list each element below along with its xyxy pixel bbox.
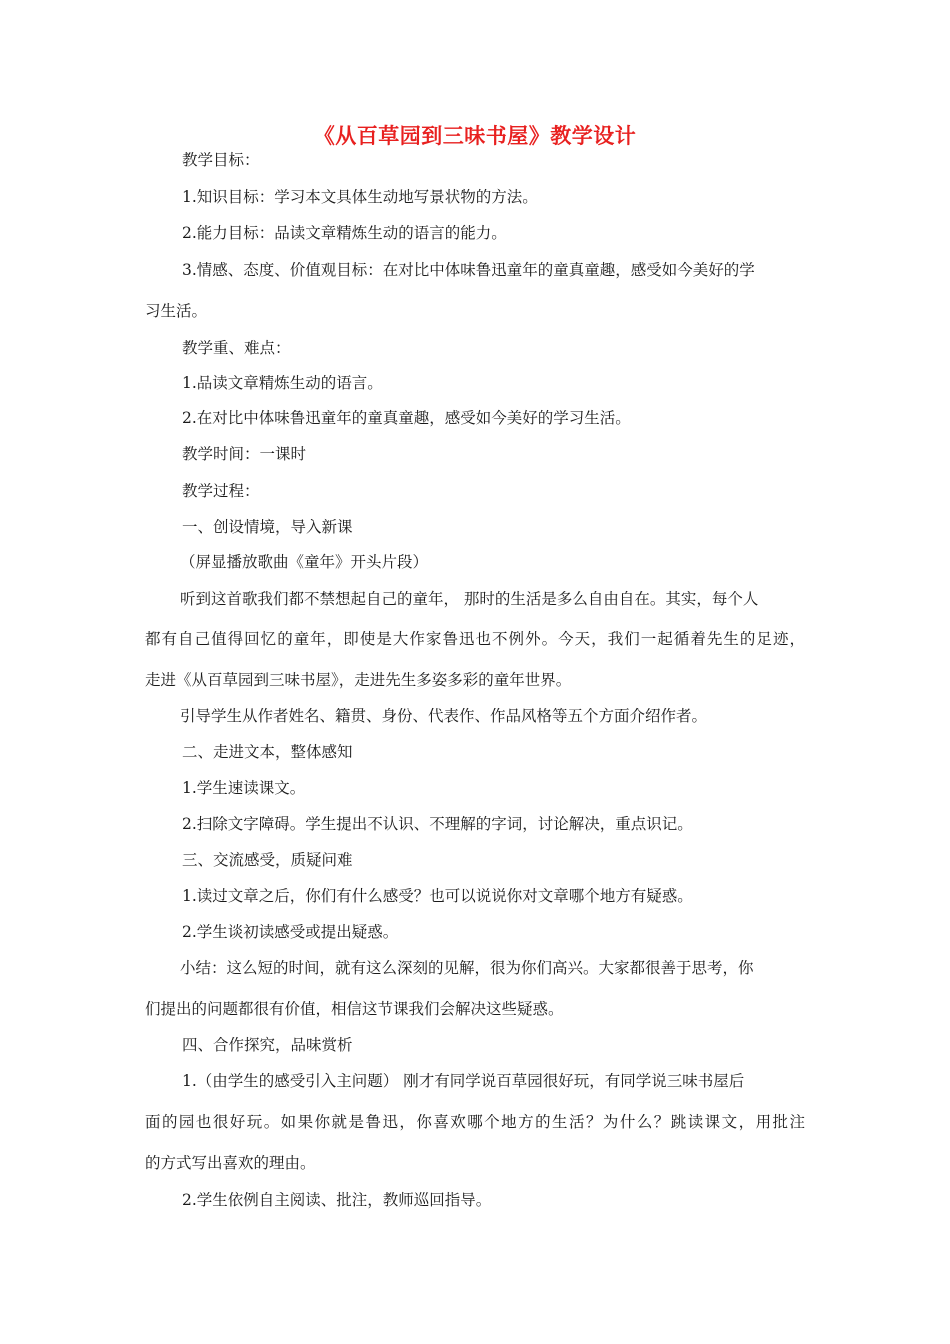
text-line: 1.品读文章精炼生动的语言。 xyxy=(182,374,383,392)
text-line: 听到这首歌我们都不禁想起自己的童年， 那时的生活是多么自由自在。其实，每个人 xyxy=(180,590,759,608)
text-line: 1.知识目标：学习本文具体生动地写景状物的方法。 xyxy=(182,188,538,206)
text-line: 教学目标： xyxy=(182,151,260,169)
text-line: 2.学生谈初读感受或提出疑惑。 xyxy=(182,923,399,941)
text-line: 2.在对比中体味鲁迅童年的童真童趣，感受如今美好的学习生活。 xyxy=(182,409,631,427)
text-line: 一、创设情境，导入新课 xyxy=(182,518,353,536)
text-line: 1.读过文章之后，你们有什么感受？也可以说说你对文章哪个地方有疑惑。 xyxy=(182,887,693,905)
text-line: 教学过程： xyxy=(182,482,260,500)
text-line: 三、交流感受，质疑问难 xyxy=(182,851,353,869)
text-line: 引导学生从作者姓名、籍贯、身份、代表作、作品风格等五个方面介绍作者。 xyxy=(180,707,708,725)
text-line: （屏显播放歌曲《童年》开头片段） xyxy=(180,553,429,571)
text-line: 四、合作探究，品味赏析 xyxy=(182,1036,353,1054)
text-line: 1.（由学生的感受引入主问题） 刚才有同学说百草园很好玩，有同学说三味书屋后 xyxy=(182,1072,745,1090)
text-line: 2.能力目标：品读文章精炼生动的语言的能力。 xyxy=(182,224,507,242)
text-line: 的方式写出喜欢的理由。 xyxy=(145,1154,316,1172)
text-line: 小结：这么短的时间，就有这么深刻的见解，很为你们高兴。大家都很善于思考，你 xyxy=(180,959,754,977)
document-title: 《从百草园到三味书屋》教学设计 xyxy=(313,124,637,148)
text-line: 教学重、难点： xyxy=(182,339,291,357)
text-line: 教学时间：一课时 xyxy=(182,445,307,463)
text-line: 习生活。 xyxy=(145,302,208,320)
text-line: 二、走进文本，整体感知 xyxy=(182,743,353,761)
text-line: 1.学生速读课文。 xyxy=(182,779,306,797)
text-line: 2.学生依例自主阅读、批注，教师巡回指导。 xyxy=(182,1191,492,1209)
text-line: 走进《从百草园到三味书屋》，走进先生多姿多彩的童年世界。 xyxy=(145,671,572,689)
text-line: 2.扫除文字障碍。学生提出不认识、不理解的字词，讨论解决，重点识记。 xyxy=(182,815,693,833)
text-line: 面的园也很好玩。如果你就是鲁迅，你喜欢哪个地方的生活？为什么？跳读课文，用批注 xyxy=(145,1113,805,1131)
text-line: 们提出的问题都很有价值，相信这节课我们会解决这些疑惑。 xyxy=(145,1000,564,1018)
text-line: 都有自己值得回忆的童年，即使是大作家鲁迅也不例外。今天，我们一起循着先生的足迹， xyxy=(145,630,805,648)
text-line: 3.情感、态度、价值观目标：在对比中体味鲁迅童年的童真童趣，感受如今美好的学 xyxy=(182,261,755,279)
